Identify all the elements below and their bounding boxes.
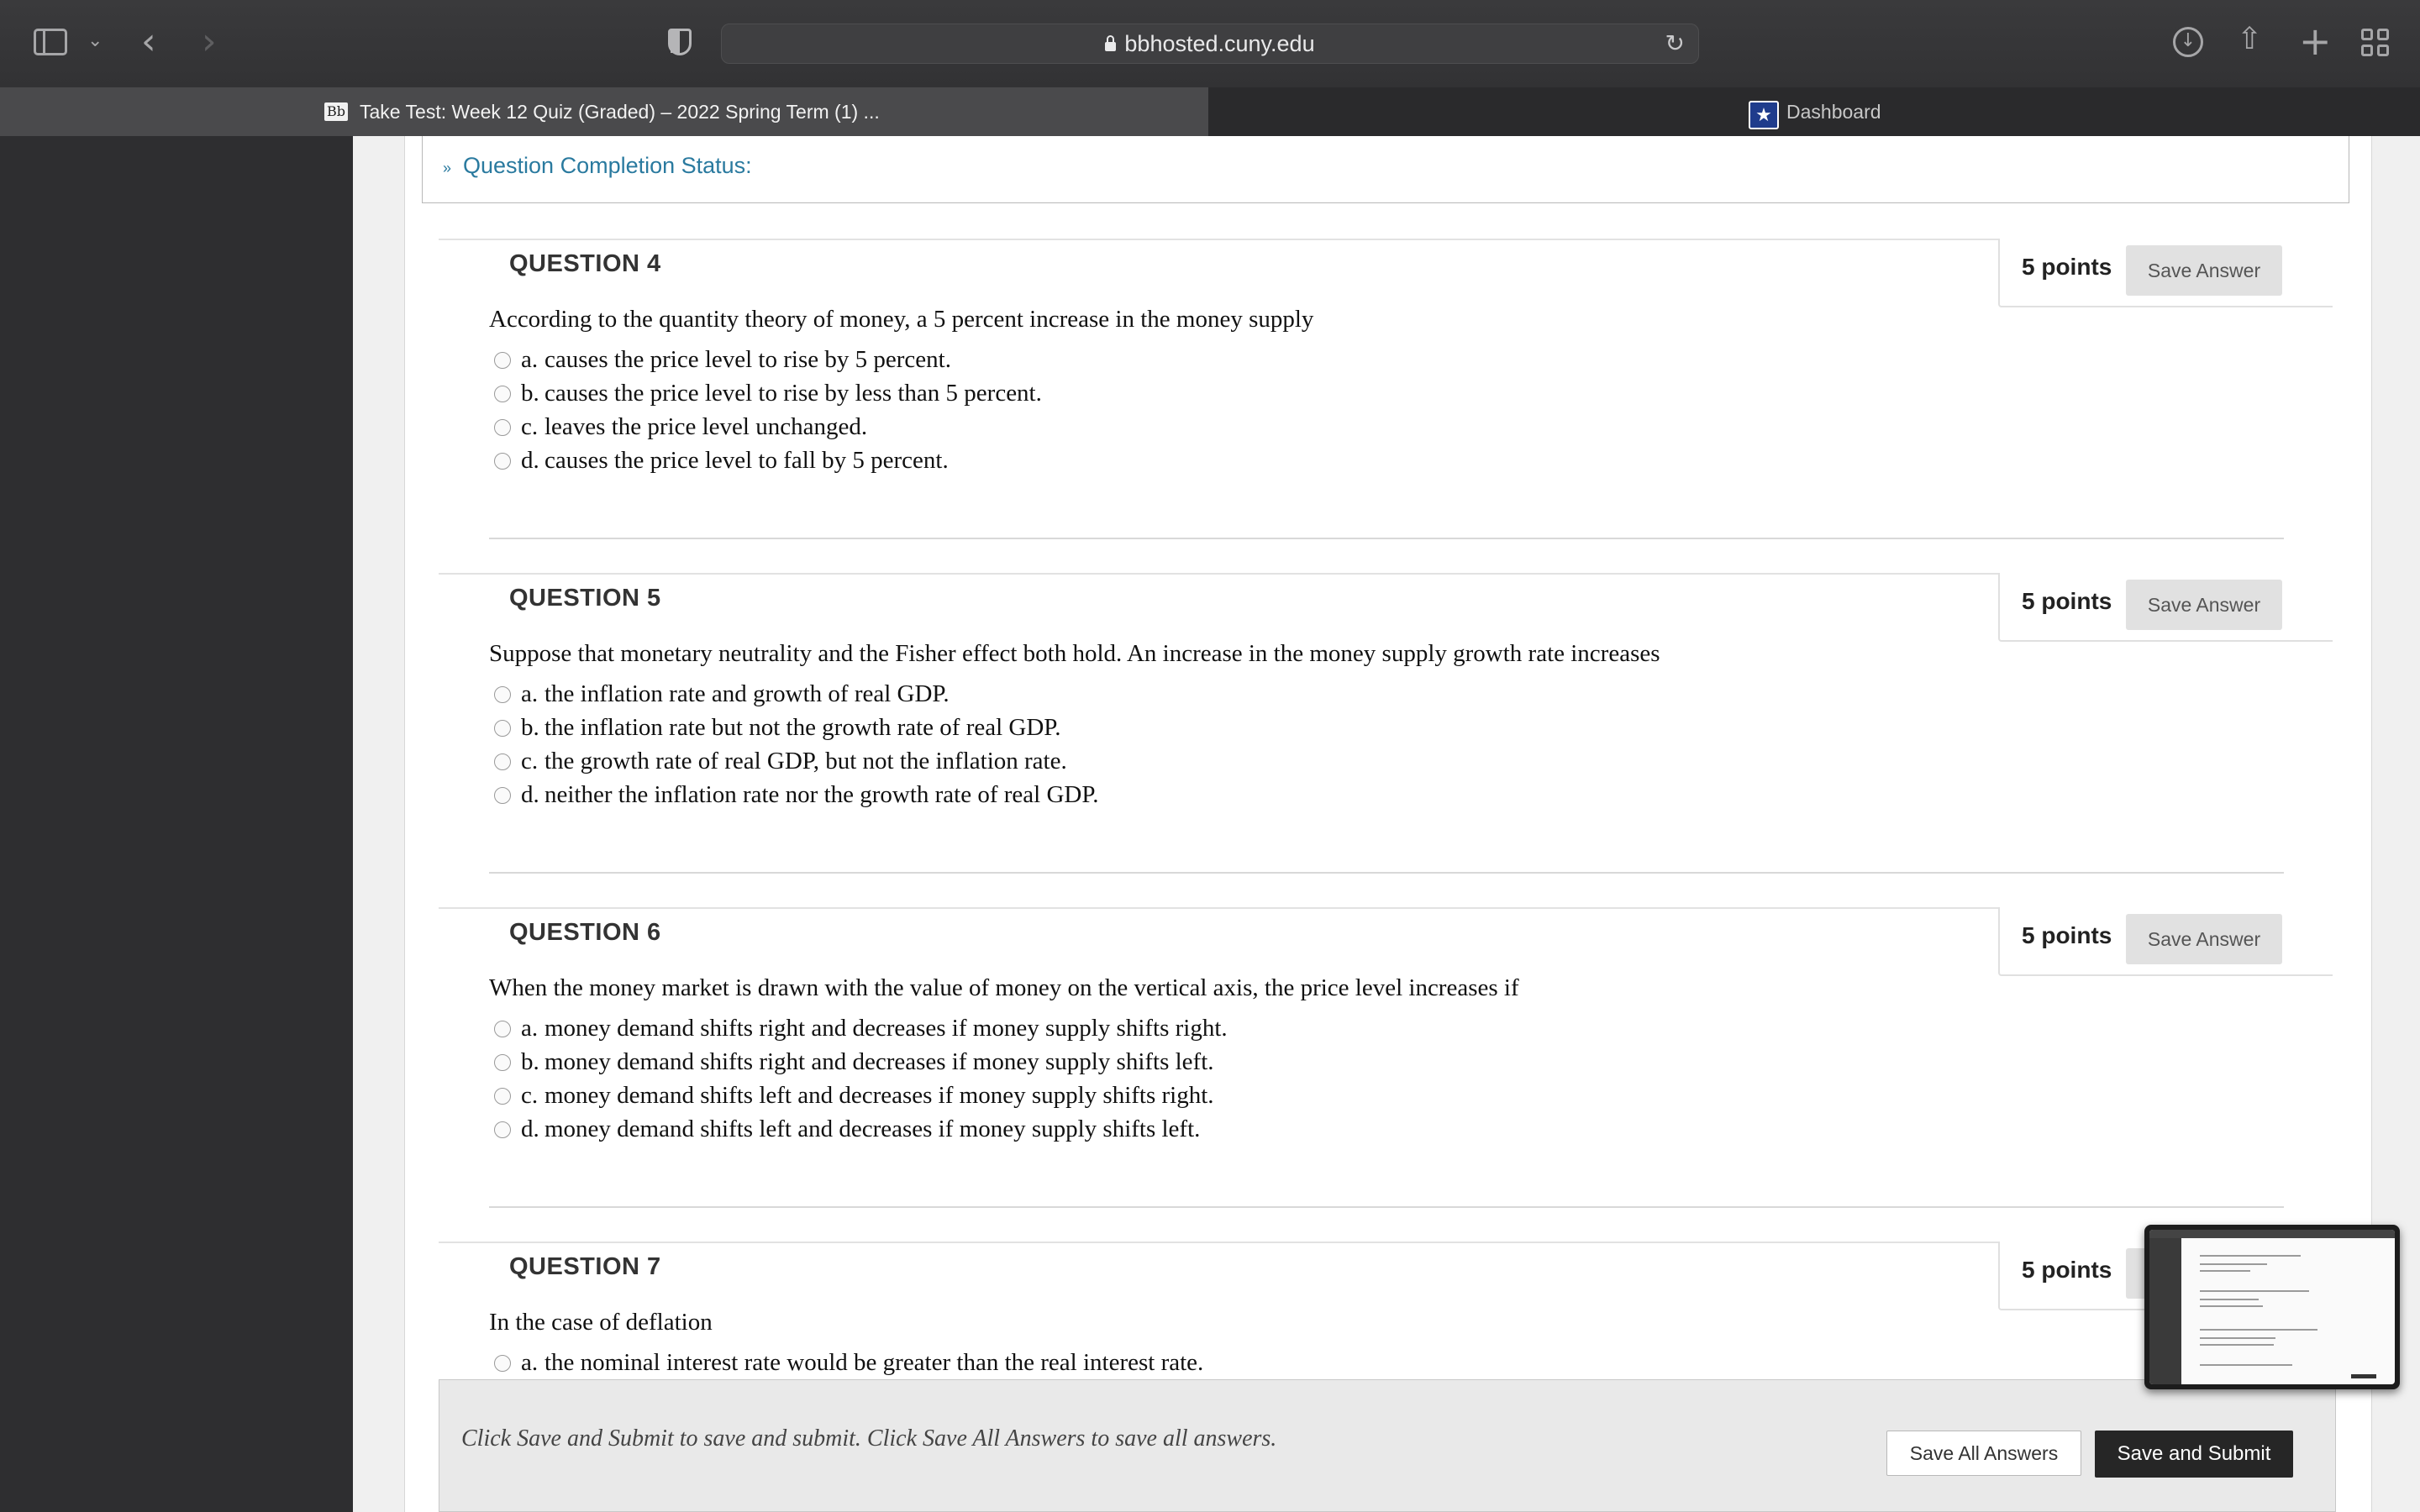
radio-button[interactable]: [494, 386, 511, 402]
download-icon[interactable]: ↓: [2173, 27, 2203, 57]
submit-bar: [439, 1379, 2336, 1512]
tab-title: Take Test: Week 12 Quiz (Graded) – 2022 Spring Term (1) ...: [360, 101, 880, 123]
back-icon[interactable]: ‹: [141, 20, 156, 63]
status-label: Question Completion Status:: [463, 153, 752, 178]
page-viewport: [0, 136, 2420, 1512]
question-completion-status[interactable]: [422, 136, 2349, 203]
tab-dashboard[interactable]: [1210, 87, 2420, 136]
radio-button[interactable]: [494, 720, 511, 737]
question-5: QUESTION 5 5 points Save Answer Suppose that monetary neutrality and the Fisher effect both hold. An increase in the money supply growth rate increases a. the inflation rate and growth of real GDP. b. the inflation rate but not the growth rate of real GDP. c. the growth rate of real GDP, but not the inflation rate. d. neither the inflation rate nor the growth rate of real GDP.: [439, 573, 2333, 907]
submit-instructions: Click Save and Submit to save and submit. Click Save All Answers to save all answers.: [461, 1425, 1277, 1452]
radio-button[interactable]: [494, 419, 511, 436]
points-box: [1998, 573, 2333, 642]
lock-icon: [1105, 42, 1116, 51]
question-title: QUESTION 5: [509, 585, 661, 612]
save-all-answers-button[interactable]: Save All Answers: [1886, 1431, 2081, 1476]
radio-button[interactable]: [494, 1054, 511, 1071]
tab-strip: [0, 87, 2420, 137]
question-7: QUESTION 7 5 points In the case of deflation a. the nominal interest rate would be greater than the real interest rate.: [439, 1242, 2333, 1512]
points-box: [1998, 907, 2333, 976]
screenshot-thumbnail[interactable]: [2144, 1225, 2400, 1389]
points-label: 5 points: [2022, 922, 2112, 948]
shield-icon[interactable]: [668, 29, 692, 55]
radio-button[interactable]: [494, 686, 511, 703]
chevron-down-icon[interactable]: ⌄: [87, 30, 103, 51]
question-text: According to the quantity theory of money, a 5 percent increase in the money supply: [489, 306, 1314, 333]
dashboard-favicon-icon: ★: [1749, 101, 1779, 129]
url-text: bbhosted.cuny.edu: [1124, 31, 1315, 56]
new-tab-icon[interactable]: +: [2299, 18, 2332, 64]
sidebar-icon[interactable]: [34, 29, 67, 55]
radio-button[interactable]: [494, 1088, 511, 1105]
question-title: QUESTION 4: [509, 250, 661, 277]
radio-button[interactable]: [494, 753, 511, 770]
address-bar[interactable]: [721, 24, 1699, 64]
save-answer-button[interactable]: Save Answer: [2126, 580, 2282, 630]
forward-icon[interactable]: ›: [202, 20, 217, 63]
share-icon[interactable]: ⇧: [2237, 22, 2263, 56]
radio-button[interactable]: [494, 453, 511, 470]
points-label: 5 points: [2022, 588, 2112, 614]
radio-button[interactable]: [494, 1121, 511, 1138]
question-text: Suppose that monetary neutrality and the Fisher effect both hold. An increase in the money supply growth rate increases: [489, 640, 1660, 667]
radio-button[interactable]: [494, 787, 511, 804]
tab-overview-icon[interactable]: [2361, 29, 2390, 57]
radio-button[interactable]: [494, 1355, 511, 1372]
points-box: [1998, 239, 2333, 307]
radio-button[interactable]: [494, 1021, 511, 1037]
points-label: 5 points: [2022, 254, 2112, 280]
chevron-double-down-icon: »: [443, 160, 452, 176]
question-title: QUESTION 6: [509, 919, 661, 946]
browser-toolbar: [0, 0, 2420, 88]
save-answer-button[interactable]: Save Answer: [2126, 245, 2282, 296]
question-6: QUESTION 6 5 points Save Answer When the money market is drawn with the value of money on the vertical axis, the price level increases if a. money demand shifts right and decreases if money supply shifts right. b. money demand shifts right and decreases if money supply shifts left. c. money demand shifts left and decreases if money supply shifts right. d. money demand shifts left and decreases if money supply shifts left.: [439, 907, 2333, 1242]
save-and-submit-button[interactable]: Save and Submit: [2095, 1431, 2293, 1478]
question-text: When the money market is drawn with the value of money on the vertical axis, the price level increases if: [489, 974, 1519, 1001]
question-text: In the case of deflation: [489, 1309, 713, 1336]
tab-take-test[interactable]: [0, 87, 1208, 136]
points-label: 5 points: [2022, 1257, 2112, 1283]
radio-button[interactable]: [494, 352, 511, 369]
question-4: QUESTION 4 5 points Save Answer According to the quantity theory of money, a 5 percent increase in the money supply a. causes the price level to rise by 5 percent. b. causes the price level to rise by less than 5 percent. c. leaves the price level unchanged. d. causes the price level to fall by 5 percent.: [439, 239, 2333, 573]
reload-icon[interactable]: ↻: [1665, 29, 1685, 57]
blackboard-favicon-icon: Bb: [324, 102, 348, 121]
tab-title: Dashboard: [1786, 101, 1881, 123]
save-answer-button[interactable]: Save Answer: [2126, 914, 2282, 964]
question-title: QUESTION 7: [509, 1253, 661, 1280]
